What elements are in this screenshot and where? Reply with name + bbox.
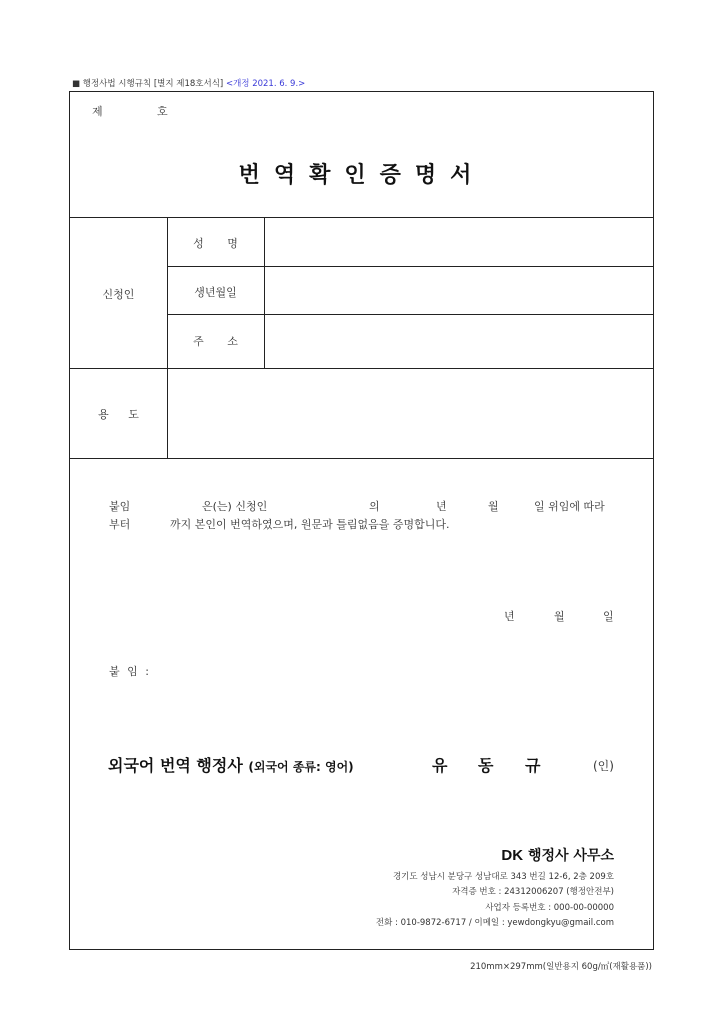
signer-name-2: 동 <box>478 756 494 775</box>
page-title: 번역확인증명서 <box>238 163 486 188</box>
purpose-field[interactable] <box>176 406 642 422</box>
language-type: (외국어 종류: 영어) <box>248 760 354 774</box>
statement-possessive: 의 <box>369 500 380 513</box>
form-reference-text: ■ 행정사법 시행규칙 [별지 제18호서식] <box>72 79 224 89</box>
office-name <box>501 845 614 865</box>
signature-title <box>108 753 354 776</box>
office-license: 자격증 번호 : 24312006207 (행정안전부) <box>452 887 614 897</box>
office-business-reg: 사업자 등록번호 : 000-00-00000 <box>485 903 614 913</box>
statement-day: 일 위임에 따라 <box>534 500 605 513</box>
attachment-label: 붙 임 : <box>109 665 151 678</box>
amendment-note: <개정 2021. 6. 9.> <box>225 79 306 89</box>
statement-month: 월 <box>488 500 499 513</box>
doc-number-prefix: 제 <box>92 105 103 118</box>
divider-name-row <box>167 266 653 267</box>
birth-field[interactable] <box>272 284 642 300</box>
birth-label: 생년월일 <box>194 286 237 299</box>
office-address: 경기도 성남시 분당구 성남대로 343 번길 12-6, 2층 209호 <box>392 872 614 882</box>
divider-birth-row <box>167 314 653 315</box>
address-field[interactable] <box>272 333 642 349</box>
statement-attached: 붙임 <box>109 500 131 513</box>
date-year: 년 <box>504 610 515 623</box>
divider-purpose-bottom <box>70 458 653 459</box>
office-brand: DK <box>501 847 524 864</box>
purpose-label: 용 도 <box>98 408 147 421</box>
form-reference <box>72 77 305 89</box>
address-label: 주 소 <box>193 335 248 348</box>
date-month: 월 <box>554 610 565 623</box>
signer-name-1: 유 <box>432 756 448 775</box>
statement-from: 부터 <box>109 518 131 531</box>
applicant-section-label: 신청인 <box>102 288 135 301</box>
statement-to: 까지 본인이 번역하였으며, 원문과 틀림없음을 증명합니다. <box>170 518 450 531</box>
doc-number-suffix: 호 <box>157 105 168 118</box>
signer-name-3: 규 <box>525 756 541 775</box>
name-field[interactable] <box>272 235 642 251</box>
divider-applicant-bottom <box>70 368 653 369</box>
statement-applicant: 은(는) 신청인 <box>202 500 268 513</box>
office-contact: 전화 : 010-9872-6717 / 이메일 : yewdongkyu@gmail.com <box>375 918 614 928</box>
date-day: 일 <box>603 610 614 623</box>
divider-field-column <box>264 217 265 368</box>
translator-title: 외국어 번역 행정사 <box>108 756 243 775</box>
divider-title-bottom <box>70 217 653 218</box>
statement-year: 년 <box>436 500 447 513</box>
seal-mark: (인) <box>593 759 614 773</box>
name-label: 성 명 <box>193 237 248 250</box>
office-title: 행정사 사무소 <box>527 848 614 864</box>
paper-spec: 210mm×297mm(일반용지 60g/㎡(재활용품)) <box>470 962 652 972</box>
